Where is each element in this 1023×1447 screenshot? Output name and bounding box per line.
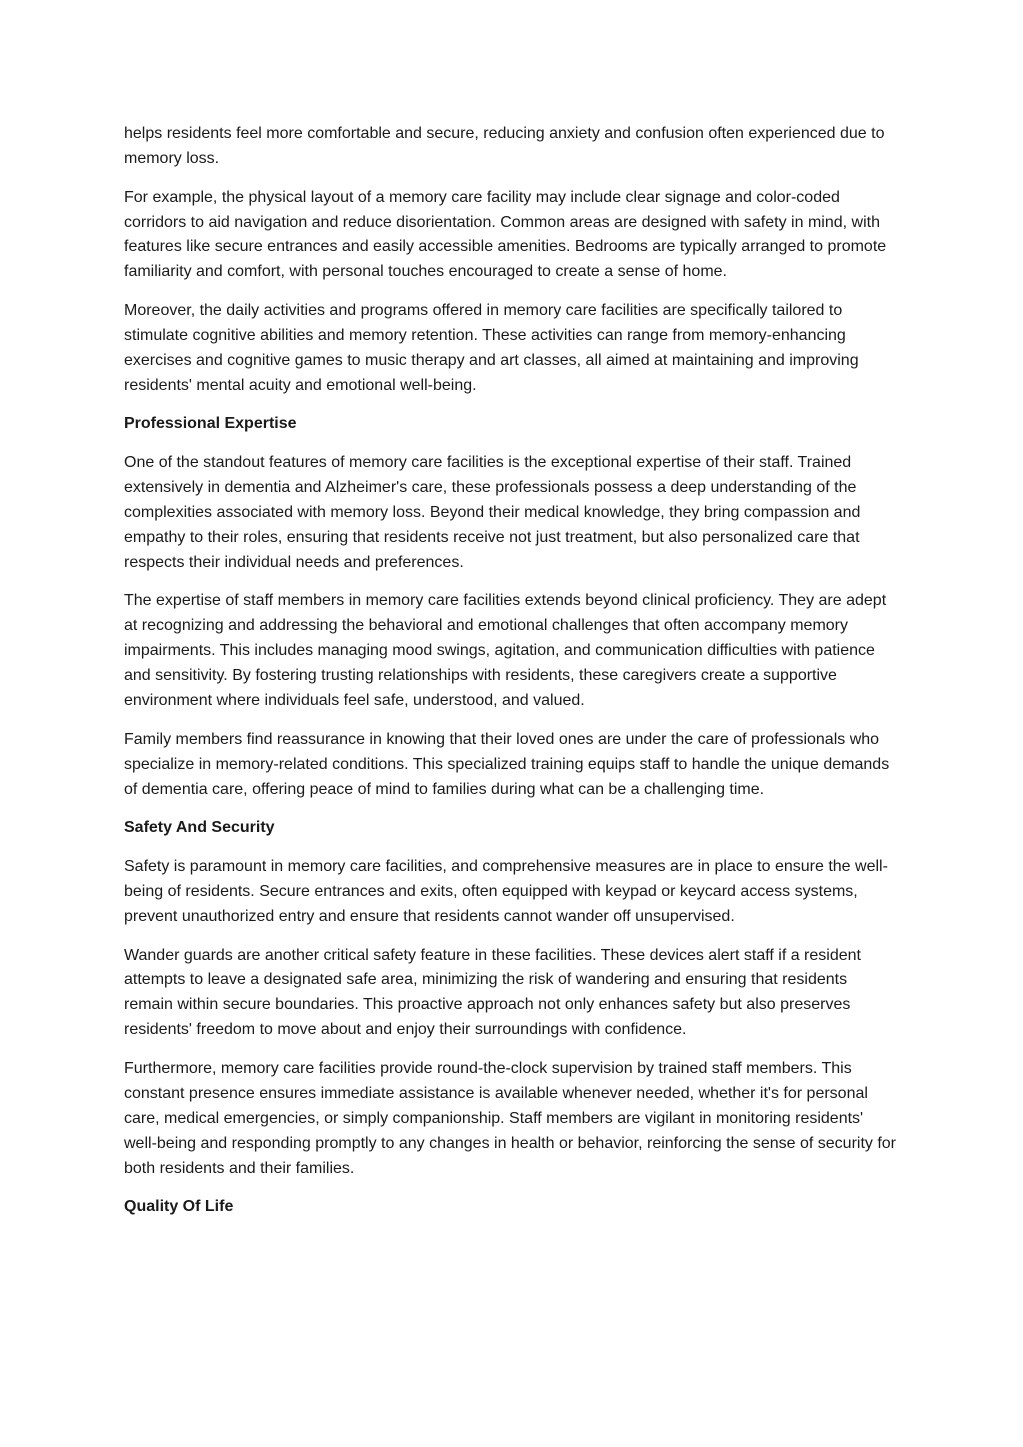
paragraph-physical-layout: For example, the physical layout of a memory care facility may include clear signage and color-coded corridors to aid navigation and reduce disorientation. Common areas are designed with safety in mind, with features like secure entrances and easily accessible amenities. Bedrooms are typically arranged to promote familiarity and comfort, with personal touches encouraged to create a sense of home. [124,188,887,281]
paragraph-daily-activities: Moreover, the daily activities and programs offered in memory care facilities are specifically tailored to stimulate cognitive abilities and memory retention. These activities can range from memory-enhancing exercises and cognitive games to music therapy and art classes, all aimed at maintaining and improving residents' mental acuity and emotional well-being. [124,302,859,394]
paragraph-supervision: Furthermore, memory care facilities provide round-the-clock supervision by trained staff members. This constant presence ensures immediate assistance is available whenever needed, whether it's for personal care, medical emergencies, or simply companionship. Staff members are vigilant in monitoring residents' well-being and responding promptly to any changes in health or behavior, reinforcing the sense of security for both residents and their families. [124,1059,897,1177]
document-page [124,122,900,1234]
paragraph-wander-guards: Wander guards are another critical safety feature in these facilities. These devices alert staff if a resident attempts to leave a designated safe area, minimizing the risk of wandering and ensuring that residents remain within secure boundaries. This proactive approach not only enhances safety but also preserves residents' freedom to move about and enjoy their surroundings with confidence. [124,946,861,1039]
heading-safety-and-security: Safety And Security [124,819,275,837]
heading-quality-of-life: Quality Of Life [124,1198,234,1216]
paragraph-intro-continuation: helps residents feel more comfortable and secure, reducing anxiety and confusion often experienced due to memory loss. [124,125,885,167]
paragraph-secure-entrances: Safety is paramount in memory care facilities, and comprehensive measures are in place to ensure the well-being of residents. Secure entrances and exits, often equipped with keypad or keycard access systems, prevent unauthorized entry and ensure that residents cannot wander off unsupervised. [124,858,888,925]
paragraph-staff-expertise: One of the standout features of memory care facilities is the exceptional expertise of their staff. Trained extensively in dementia and Alzheimer's care, these professionals possess a deep understanding of the complexities associated with memory loss. Beyond their medical knowledge, they bring compassion and empathy to their roles, ensuring that residents receive not just treatment, but also personalized care that respects their individual needs and preferences. [124,454,861,571]
heading-professional-expertise: Professional Expertise [124,415,297,433]
paragraph-family-reassurance: Family members find reassurance in knowing that their loved ones are under the care of professionals who specialize in memory-related conditions. This specialized training equips staff to handle the unique demands of dementia care, offering peace of mind to families during what can be a challenging time. [124,730,890,798]
paragraph-beyond-clinical: The expertise of staff members in memory care facilities extends beyond clinical proficiency. They are adept at recognizing and addressing the behavioral and emotional challenges that often accompany memory impairments. This includes managing mood swings, agitation, and communication difficulties with patience and sensitivity. By fostering trusting relationships with residents, these caregivers create a supportive environment where individuals feel safe, understood, and valued. [124,592,887,710]
